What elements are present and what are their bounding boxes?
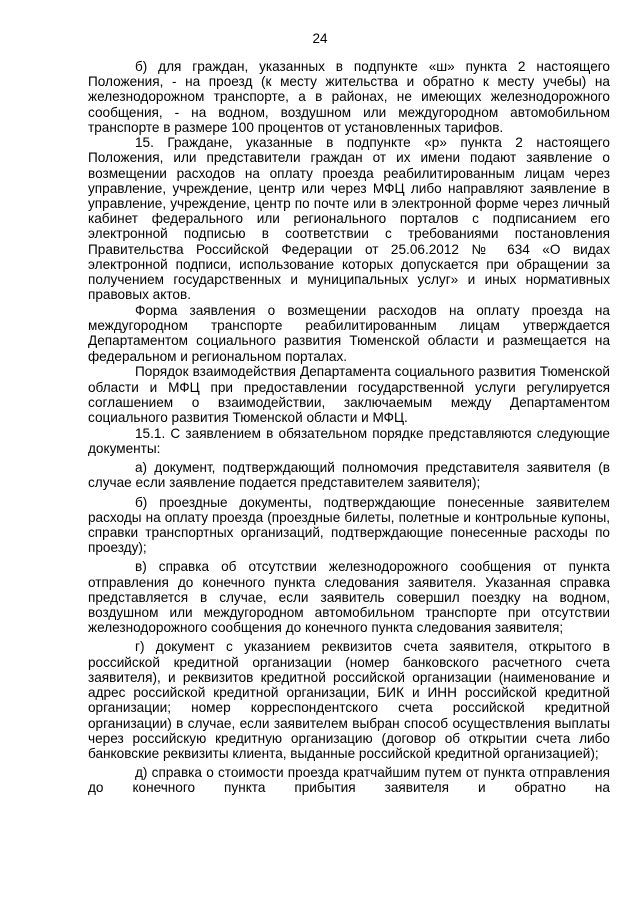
paragraph-15-application: 15. Граждане, указанные в подпункте «р» пункта 2 настоящего Положения, или представители граждан от их имени подают заявление о возмещении расходов на оплату проезда реабилитированным лицам через управление, учреждение, центр или через МФЦ либо направляют заявление в управление, учреждение, центр по почте или в электронной форме через личный кабинет федерального или регионального порталов с подписанием его электронной подписью в соответствии с требованиями постановления Правительства Российской Федерации от 25.06.2012 № 634 «О видах электронной подписи, использование которых допускается при обращении за получением государственных и муниципальных услуг» и иных нормативных правовых актов.: [88, 135, 610, 303]
page-number: 24: [312, 31, 328, 46]
paragraph-b-travel-students: б) для граждан, указанных в подпункте «ш» пункта 2 настоящего Положения, - на проезд (к месту жительства и обратно к месту учебы) на железнодорожном транспорте, а в районах, не имеющих железнодорожного сообщения, - на водном, воздушном или междугородном автомобильном транспорте в размере 100 процентов от установленных тарифов.: [88, 59, 610, 135]
list-item-d: д) справка о стоимости проезда кратчайшим путем от пункта отправления до конечного пункта прибытия заявителя и обратно на: [88, 765, 610, 796]
document-body: [88, 59, 610, 796]
paragraph-15-1-documents: 15.1. С заявлением в обязательном порядке представляются следующие документы:: [88, 425, 610, 457]
list-item-b: б) проездные документы, подтверждающие понесенные заявителем расходы на оплату проезда (проездные билеты, полетные и контрольные купоны, справки транспортных организаций, подтверждающие понесенные расходы по проезду);: [88, 494, 610, 556]
list-item-g: г) документ с указанием реквизитов счета заявителя, открытого в российской кредитной организации (номер банковского расчетного счета заявителя), и реквизитов кредитной российской организации (наименование и адрес российской кредитной организации, БИК и ИНН российской кредитной организации; номер корреспондентского счета российской кредитной организации) в случае, если заявителем выбран способ осуществления выплаты через российскую кредитную организацию (договор об открытии счета либо банковские реквизиты клиента, выданные российской кредитной организацией);: [88, 639, 610, 761]
list-item-v: в) справка об отсутствии железнодорожного сообщения от пункта отправления до конечного пункта следования заявителя. Указанная справка представляется в случае, если заявитель совершил поездку на водном, воздушном или междугородном автомобильном транспорте при отсутствии железнодорожного сообщения до конечного пункта следования заявителя;: [88, 559, 610, 636]
list-item-a: а) документ, подтверждающий полномочия представителя заявителя (в случае если заявление подается представителем заявителя);: [88, 460, 610, 491]
paragraph-interaction-procedure: Порядок взаимодействия Департамента социального развития Тюменской области и МФЦ при предоставлении государственной услуги регулируется соглашением о взаимодействии, заключаемым между Департаментом социального развития Тюменской области и МФЦ.: [88, 364, 610, 426]
paragraph-application-form: Форма заявления о возмещении расходов на оплату проезда на междугородном транспорте реабилитированным лицам утверждается Департаментом социального развития Тюменской области и размещается на федеральном и региональном порталах.: [88, 303, 610, 364]
